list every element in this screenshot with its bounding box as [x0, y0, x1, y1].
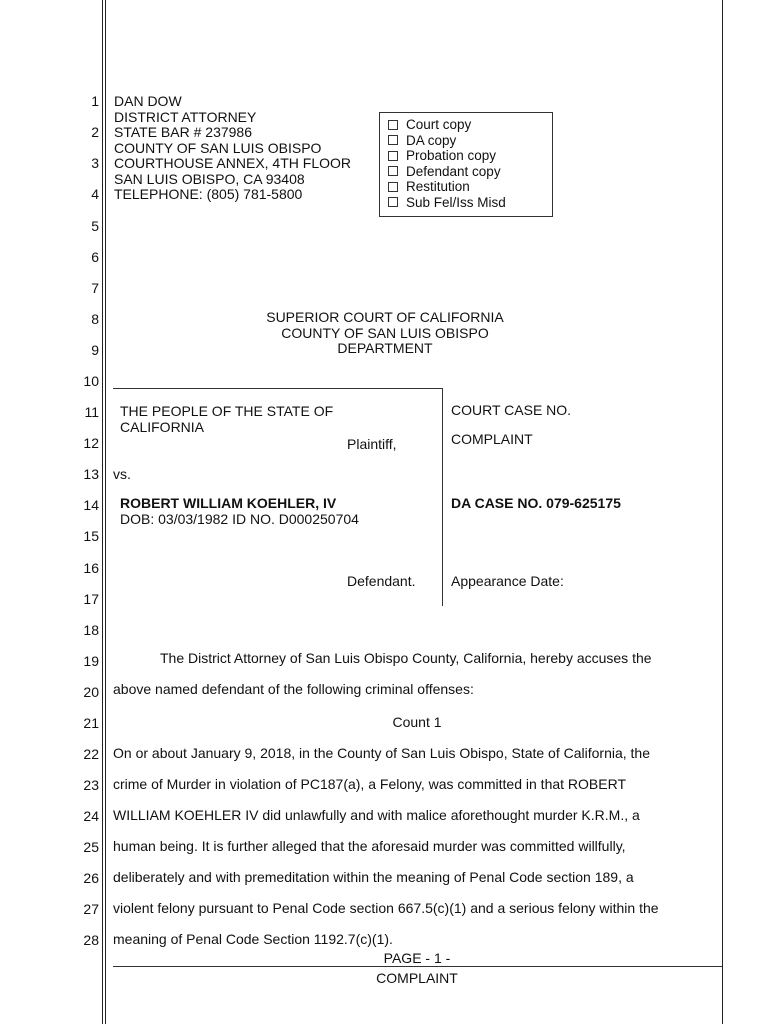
attorney-header — [114, 94, 351, 203]
body-paragraph-line: On or about January 9, 2018, in the County of San Luis Obispo, State of California, the — [113, 745, 650, 761]
attorney-address: COURTHOUSE ANNEX, 4TH FLOOR — [114, 155, 352, 171]
body-paragraph-line: above named defendant of the following criminal offenses: — [113, 681, 474, 697]
line-number: 19 — [83, 653, 99, 669]
line-number: 4 — [91, 186, 99, 202]
document-type: COMPLAINT — [451, 431, 533, 447]
line-number: 27 — [83, 901, 99, 917]
plaintiff-name-line: THE PEOPLE OF THE STATE OF — [120, 403, 334, 419]
caption-divider — [442, 388, 443, 606]
line-number: 26 — [83, 870, 99, 886]
checkbox[interactable] — [388, 182, 398, 192]
line-number: 6 — [91, 249, 99, 265]
body-paragraph-line: crime of Murder in violation of PC187(a), a Felony, was committed in that ROBERT — [113, 776, 627, 792]
margin-rule-left-2 — [105, 0, 106, 1024]
defendant-role: Defendant. — [347, 573, 416, 589]
line-number: 2 — [91, 124, 99, 140]
checklist-label: Probation copy — [406, 148, 497, 164]
attorney-city: SAN LUIS OBISPO, CA 93408 — [114, 170, 305, 187]
line-number: 8 — [91, 311, 99, 327]
margin-rule-right — [722, 0, 723, 1024]
checkbox[interactable] — [388, 151, 398, 161]
defendant-name: ROBERT WILLIAM KOEHLER, IV — [120, 495, 337, 511]
checklist-item[interactable] — [388, 117, 552, 133]
line-number: 28 — [83, 932, 99, 948]
attorney-state-bar: STATE BAR # 237986 — [114, 124, 252, 140]
body-paragraph-line: meaning of Penal Code Section 1192.7(c)(1). — [113, 931, 393, 947]
checkbox[interactable] — [388, 135, 398, 145]
checklist-item[interactable] — [388, 164, 552, 180]
body-paragraph-line: WILLIAM KOEHLER IV did unlawfully and with malice aforethought murder K.R.M., a — [113, 807, 640, 823]
line-number: 18 — [83, 622, 99, 638]
line-number: 15 — [83, 528, 99, 544]
line-number: 7 — [91, 280, 99, 296]
attorney-title: DISTRICT ATTORNEY — [114, 108, 257, 125]
checklist-label: Defendant copy — [406, 163, 501, 179]
plaintiff-name — [120, 403, 333, 435]
checklist-item[interactable] — [388, 133, 552, 149]
line-number: 24 — [83, 808, 99, 824]
checklist-label: Court copy — [406, 117, 472, 133]
line-number: 14 — [83, 497, 99, 513]
footer-page: PAGE - 1 - — [383, 950, 451, 966]
plaintiff-name-line: CALIFORNIA — [120, 419, 205, 435]
body-paragraph-line: human being. It is further alleged that the aforesaid murder was committed willfully, — [113, 838, 626, 854]
line-number: 13 — [83, 466, 99, 482]
checkbox[interactable] — [388, 197, 398, 207]
caption-top-rule — [113, 388, 443, 389]
attorney-name: DAN DOW — [114, 93, 182, 109]
attorney-county: COUNTY OF SAN LUIS OBISPO — [114, 139, 322, 156]
appearance-date: Appearance Date: — [451, 573, 564, 589]
checklist-item[interactable] — [388, 179, 552, 195]
count-heading: Count 1 — [392, 714, 442, 730]
body-paragraph-line: violent felony pursuant to Penal Code section 667.5(c)(1) and a serious felony within the — [113, 900, 659, 916]
line-number: 3 — [91, 155, 99, 171]
court-county: COUNTY OF SAN LUIS OBISPO — [281, 324, 489, 341]
court-case-number: COURT CASE NO. — [451, 402, 572, 418]
line-number: 23 — [83, 777, 99, 793]
checkbox[interactable] — [388, 166, 398, 176]
checklist-label: DA copy — [406, 132, 457, 148]
court-name: SUPERIOR COURT OF CALIFORNIA — [266, 309, 504, 325]
line-number: 11 — [84, 404, 99, 420]
attorney-telephone: TELEPHONE: (805) 781-5800 — [114, 186, 303, 202]
line-number: 1 — [91, 93, 99, 109]
line-number: 5 — [91, 218, 99, 234]
court-title — [0, 310, 770, 357]
checklist-item[interactable] — [388, 195, 552, 211]
line-number: 16 — [83, 560, 99, 576]
line-number: 20 — [83, 684, 99, 700]
court-department: DEPARTMENT — [337, 340, 433, 356]
line-number: 22 — [83, 746, 99, 762]
footer-title: COMPLAINT — [376, 970, 458, 986]
line-number: 17 — [83, 591, 99, 607]
line-number: 21 — [83, 715, 99, 731]
defendant-info: DOB: 03/03/1982 ID NO. D000250704 — [120, 511, 359, 527]
da-case-number: DA CASE NO. 079-625175 — [451, 495, 621, 511]
copy-checklist — [379, 112, 553, 217]
checklist-label: Sub Fel/Iss Misd — [406, 194, 506, 210]
checkbox[interactable] — [388, 120, 398, 130]
line-number: 9 — [91, 342, 99, 358]
line-number: 10 — [83, 373, 99, 389]
versus: vs. — [113, 466, 131, 482]
line-number: 12 — [83, 435, 99, 451]
footer-rule — [113, 966, 722, 967]
line-number: 25 — [83, 839, 99, 855]
body-paragraph-line: The District Attorney of San Luis Obispo County, California, hereby accuses the — [160, 650, 652, 666]
margin-rule-left-1 — [102, 0, 103, 1024]
plaintiff-role: Plaintiff, — [347, 436, 397, 452]
checklist-label: Restitution — [406, 179, 470, 195]
body-paragraph-line: deliberately and with premeditation within the meaning of Penal Code section 189, a — [113, 869, 634, 885]
checklist-item[interactable] — [388, 148, 552, 164]
